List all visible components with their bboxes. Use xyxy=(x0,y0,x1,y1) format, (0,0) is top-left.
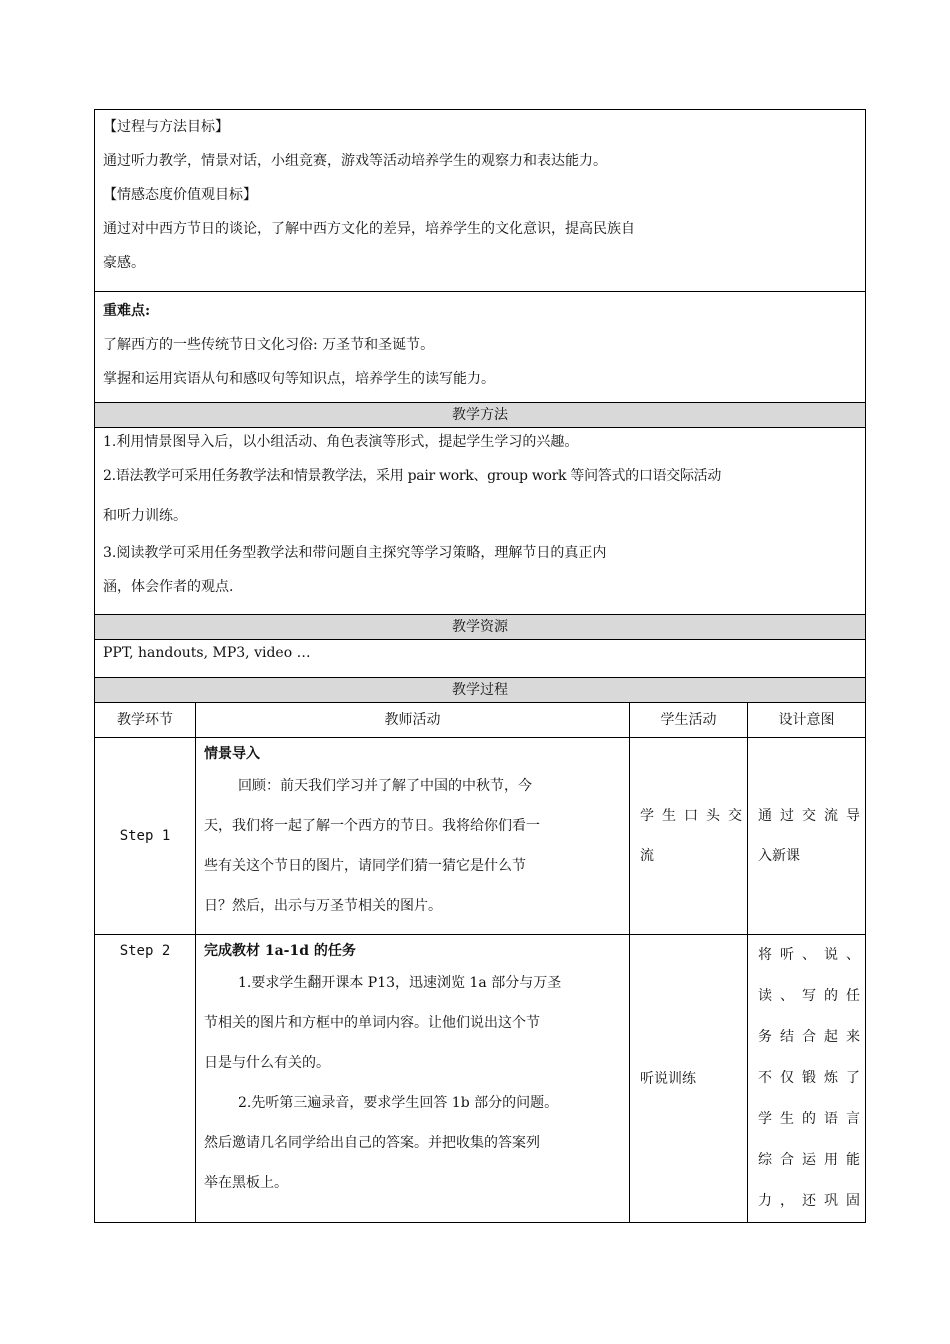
step-2-intent-line-6: 综合运用能 xyxy=(758,1152,868,1168)
step-2-row xyxy=(95,935,866,1223)
method-item-2b: 和听力训练。 xyxy=(103,508,187,524)
step-1-line-1: 回顾：前天我们学习并了解了中国的中秋节，今 xyxy=(238,778,532,794)
step-2-line-4: 2.先听第三遍录音，要求学生回答 1b 部分的问题。 xyxy=(238,1095,559,1111)
key-points-heading: 重难点: xyxy=(103,303,151,319)
column-header-intent: 设计意图 xyxy=(748,703,866,738)
key-points-cell xyxy=(95,292,866,403)
step-2-student-cell xyxy=(630,935,748,1223)
lesson-plan-table xyxy=(94,109,866,1223)
step-1-line-3: 些有关这个节日的图片，请同学们猜一猜它是什么节 xyxy=(204,858,526,874)
resources-heading: 教学资源 xyxy=(95,615,866,640)
step-1-line-2: 天，我们将一起了解一个西方的节日。我将给你们看一 xyxy=(204,818,540,834)
method-item-1: 1.利用情景图导入后，以小组活动、角色表演等形式，提起学生学习的兴趣。 xyxy=(103,434,579,450)
step-2-title: 完成教材 1a-1d 的任务 xyxy=(204,943,356,959)
step-2-teacher-cell xyxy=(196,935,630,1223)
step-2-line-1: 1.要求学生翻开课本 P13，迅速浏览 1a 部分与万圣 xyxy=(238,975,562,991)
step-1-label: Step 1 xyxy=(95,738,196,935)
process-heading: 教学过程 xyxy=(95,678,866,703)
resources-row xyxy=(95,640,866,678)
step-1-student-line-1: 学生口头交 xyxy=(640,808,750,824)
column-header-stage: 教学环节 xyxy=(95,703,196,738)
column-header-teacher: 教师活动 xyxy=(196,703,630,738)
step-1-intent-line-2: 入新课 xyxy=(758,848,800,864)
resources-cell xyxy=(95,640,866,678)
step-2-intent-line-7: 力，还巩固 xyxy=(758,1193,868,1209)
step-2-label: Step 2 xyxy=(95,935,196,1223)
step-1-title: 情景导入 xyxy=(204,746,260,762)
method-item-3b: 涵，体会作者的观点. xyxy=(103,579,234,595)
step-2-line-3: 日是与什么有关的。 xyxy=(204,1055,330,1071)
lesson-plan-document xyxy=(94,109,868,1223)
objectives-cell xyxy=(95,110,866,292)
key-point-2: 掌握和运用宾语从句和感叹句等知识点，培养学生的读写能力。 xyxy=(103,371,495,387)
step-2-intent-line-1: 将听、说、 xyxy=(758,947,868,963)
key-points-row xyxy=(95,292,866,403)
methods-heading: 教学方法 xyxy=(95,403,866,428)
key-point-1: 了解西方的一些传统节日文化习俗: 万圣节和圣诞节。 xyxy=(103,337,435,353)
step-2-line-5: 然后邀请几名同学给出自己的答案。并把收集的答案列 xyxy=(204,1135,540,1151)
methods-heading-row xyxy=(95,403,866,428)
step-2-intent-line-2: 读、写的任 xyxy=(758,988,868,1004)
step-2-intent-line-3: 务结合起来 xyxy=(758,1029,868,1045)
process-objective-text: 通过听力教学，情景对话，小组竞赛，游戏等活动培养学生的观察力和表达能力。 xyxy=(103,153,607,169)
step-1-line-4: 日？然后，出示与万圣节相关的图片。 xyxy=(204,898,442,914)
affect-objective-heading: 【情感态度价值观目标】 xyxy=(103,187,257,203)
step-2-intent-line-5: 学生的语言 xyxy=(758,1111,868,1127)
step-2-line-2: 节相关的图片和方框中的单词内容。让他们说出这个节 xyxy=(204,1015,540,1031)
step-2-line-6: 举在黑板上。 xyxy=(204,1175,288,1191)
step-2-intent-cell xyxy=(748,935,866,1223)
step-1-student-line-2: 流 xyxy=(640,848,654,864)
objectives-row xyxy=(95,110,866,292)
affect-objective-text-2: 豪感。 xyxy=(103,255,145,271)
column-header-student: 学生活动 xyxy=(630,703,748,738)
process-columns-row xyxy=(95,703,866,738)
step-2-student-text: 听说训练 xyxy=(640,1070,696,1087)
step-1-teacher-cell xyxy=(196,738,630,935)
resources-text: PPT, handouts, MP3, video … xyxy=(103,645,311,661)
step-2-intent-line-4: 不仅锻炼了 xyxy=(758,1070,868,1086)
resources-heading-row xyxy=(95,615,866,640)
process-objective-heading: 【过程与方法目标】 xyxy=(103,119,229,135)
method-item-2a: 2.语法教学可采用任务教学法和情景教学法，采用 pair work、group work 等问答式的口语交际活动 xyxy=(103,468,722,484)
affect-objective-text-1: 通过对中西方节日的谈论，了解中西方文化的差异，培养学生的文化意识，提高民族自 xyxy=(103,221,635,237)
step-1-student-cell xyxy=(630,738,748,935)
step-1-row xyxy=(95,738,866,935)
method-item-3a: 3.阅读教学可采用任务型教学法和带问题自主探究等学习策略，理解节日的真正内 xyxy=(103,545,607,561)
step-1-intent-cell xyxy=(748,738,866,935)
step-1-intent-line-1: 通过交流导 xyxy=(758,808,868,824)
methods-cell xyxy=(95,428,866,615)
methods-row xyxy=(95,428,866,615)
process-heading-row xyxy=(95,678,866,703)
